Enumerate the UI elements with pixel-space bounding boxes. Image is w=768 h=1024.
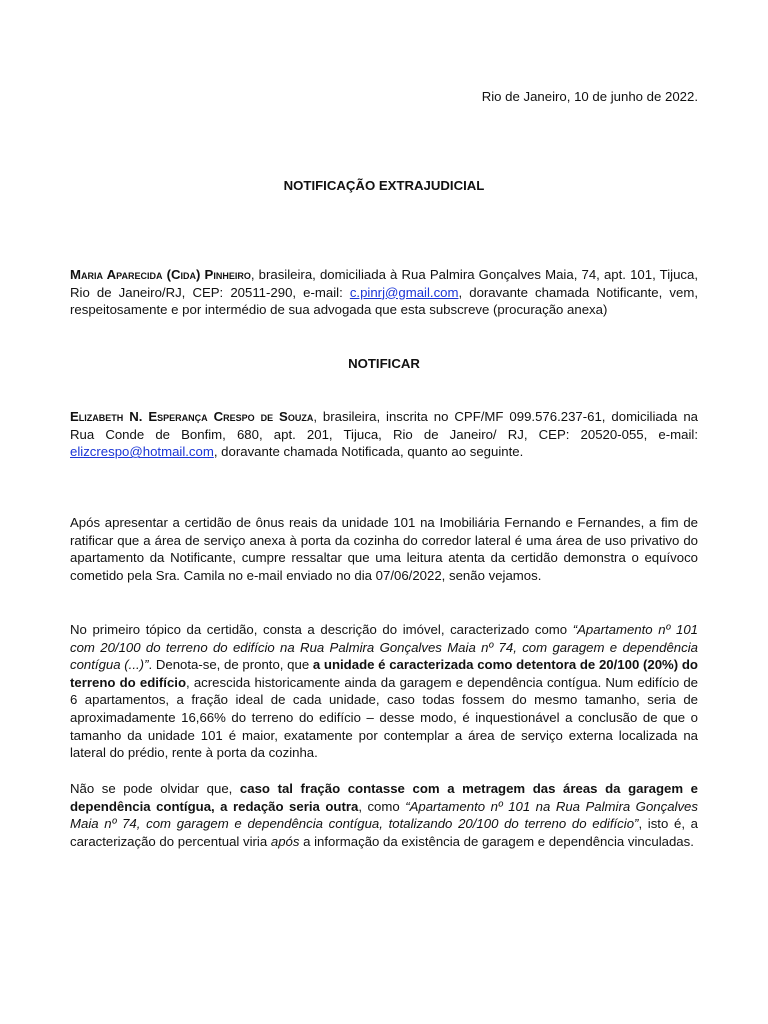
paragraph-certidao: Após apresentar a certidão de ônus reais da unidade 101 na Imobiliária Fernando e Fernandes, a fim de ratificar que a área de serviço anexa à porta da cozinha do corredor lateral é uma área de uso privativo do apartamento da Notificante, cumpre ressaltar que uma leitura atenta da certidão demonstra o equívoco cometido pela Sra. Camila no e-mail enviado no dia 07/06/2022, senão vejamos. — [70, 515, 698, 583]
p5-text-3: , isto é, a caracterização do percentual viria — [70, 816, 699, 849]
notificante-name: Maria Aparecida (Cida) Pinheiro — [70, 267, 251, 282]
notificante-text-1: , brasileira, domiciliada à Rua Palmira Gonçalves Maia, 74, apt. 101, Tijuca, Rio de Janeiro/RJ, CEP: 20511-290, e-mail: — [70, 267, 698, 300]
date-line: Rio de Janeiro, 10 de junho de 2022. — [481, 89, 698, 104]
notificar-heading: NOTIFICAR — [348, 356, 420, 371]
paragraph-primeiro-topico — [70, 621, 698, 762]
notificante-email-link[interactable]: c.pinrj@gmail.com — [349, 284, 459, 300]
p4-bold: a unidade é caracterizada como detentora de 20/100 (20%) do terreno do edifício — [70, 657, 698, 690]
notificada-text-2: , doravante chamada Notificada, quanto ao seguinte. — [213, 444, 524, 460]
p4-text-3: , acrescida historicamente ainda da garagem e dependência contígua. Num edifício de 6 apartamentos, a fração ideal de cada unidade, caso todas fossem do mesmo tamanho, seria de aproximadamente 16,66% do terreno do edifício – desse modo, é inquestionável a conclusão de que o tamanho da unidade 101 é maior, exatamente por contemplar a área de serviço externa localizada na lateral do prédio, rente à porta da cozinha. — [70, 674, 698, 761]
document-title: NOTIFICAÇÃO EXTRAJUDICIAL — [283, 178, 485, 193]
p4-quote: “Apartamento nº 101 com 20/100 do terreno do edifício na Rua Palmira Gonçalves Maia nº 74, com garagem e dependência contígua (...)” — [70, 622, 698, 673]
notificada-text-1: , brasileira, inscrita no CPF/MF 099.576.237-61, domiciliada na Rua Conde de Bonfim, 680, apt. 201, Tijuca, Rio de Janeiro/ RJ, CEP: 20520-055, e-mail: — [70, 409, 698, 442]
p5-italic-apos: após — [270, 833, 300, 849]
p5-bold: caso tal fração contasse com a metragem das áreas da garagem e dependência contígua, a redação seria outra — [70, 781, 698, 814]
notificante-text-2: , doravante chamada Notificante, vem, respeitosamente e por intermédio de sua advogada que esta subscreve (procuração anexa) — [70, 284, 698, 318]
p5-text-2: , como — [358, 798, 406, 814]
notificante-paragraph — [70, 266, 698, 319]
p4-text-2: . Denota-se, de pronto, que — [148, 657, 313, 673]
notificada-email-link[interactable]: elizcrespo@hotmail.com — [70, 444, 214, 460]
notificada-paragraph — [70, 408, 698, 461]
p4-text-1: No primeiro tópico da certidão, consta a descrição do imóvel, caracterizado como — [70, 622, 573, 637]
paragraph-olvidar — [70, 780, 698, 850]
notificada-name: Elizabeth N. Esperança Crespo de Souza — [70, 409, 314, 424]
p5-quote: “Apartamento nº 101 na Rua Palmira Gonçalves Maia nº 74, com garagem e dependência contígua, totalizando 20/100 do terreno do edifício” — [70, 798, 698, 832]
p5-text-4: a informação da existência de garagem e dependência vinculadas. — [299, 833, 694, 849]
p5-text-1: Não se pode olvidar que, — [70, 781, 240, 796]
